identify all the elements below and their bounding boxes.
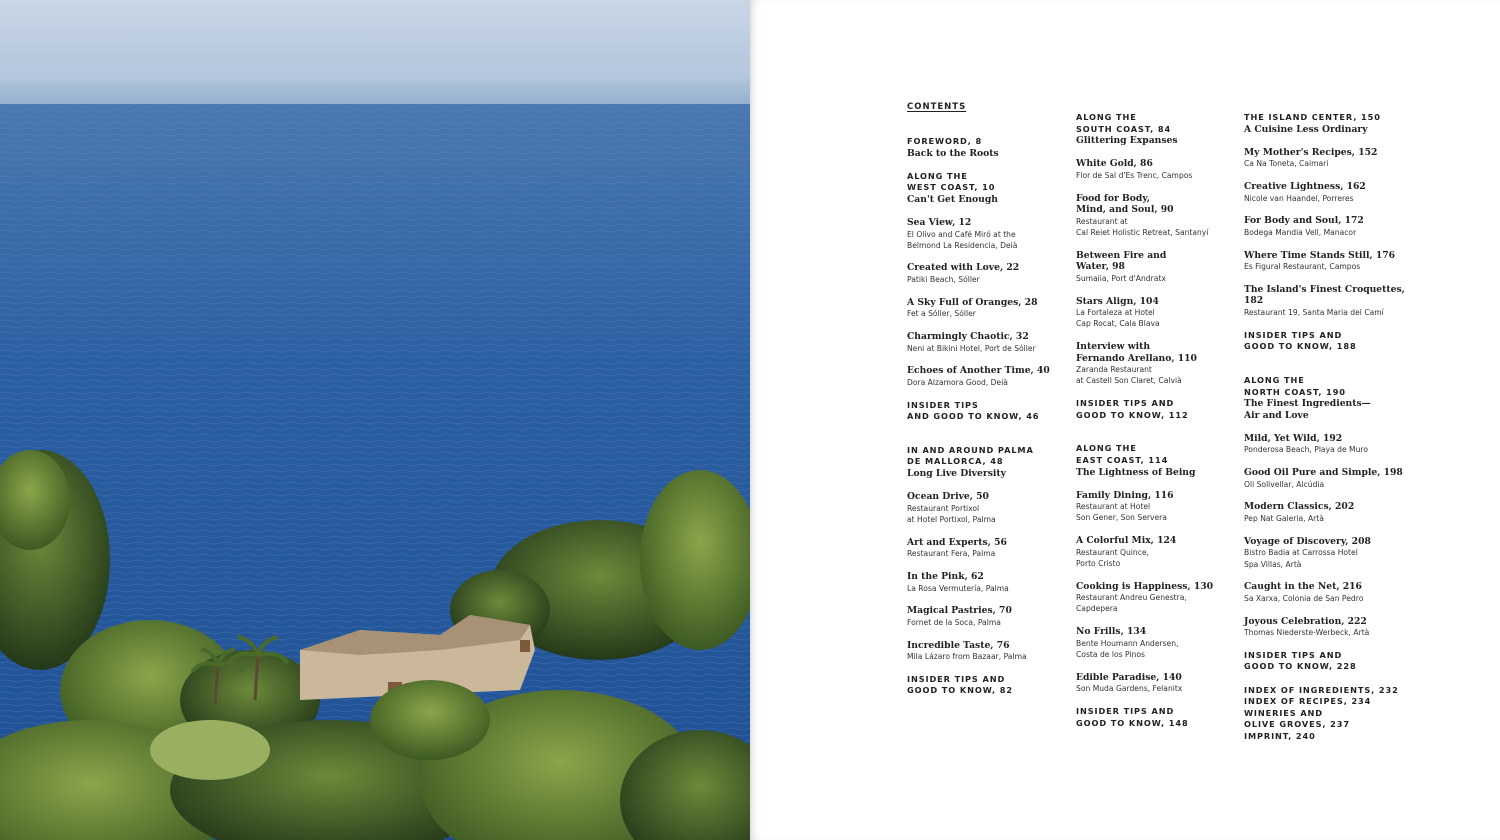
toc-entry (1076, 341, 1246, 387)
toc-entry-location: Restaurant Quince, (1076, 547, 1149, 557)
toc-section-label: THE ISLAND CENTER, 150 (1244, 112, 1381, 122)
toc-section-label: SOUTH COAST, 84 (1076, 123, 1172, 134)
toc-entry-title: Modern Classics, 202 (1244, 501, 1355, 513)
toc-section-subtitle: Air and Love (1244, 409, 1309, 421)
toc-entry-location: Belmond La Residencia, Deià (907, 240, 1018, 250)
toc-entry-location: Restaurant 19, Santa Maria del Camí (1244, 308, 1384, 318)
toc-entry (1076, 535, 1246, 569)
toc-entry-title: Voyage of Discovery, 208 (1244, 535, 1371, 547)
toc-section-label: GOOD TO KNOW, 112 (1076, 409, 1189, 420)
toc-entry-location: Son Muda Gardens, Felanitx (1076, 684, 1183, 694)
toc-entry-title: Edible Paradise, 140 (1076, 671, 1182, 683)
toc-column-3 (1244, 112, 1414, 754)
toc-entry-title: Ocean Drive, 50 (907, 491, 989, 503)
toc-entry-title: Joyous Celebration, 222 (1244, 615, 1367, 627)
toc-section-label: ALONG THE (907, 170, 968, 181)
toc-entry (1076, 672, 1246, 695)
toc-section-subtitle: Glittering Expanses (1076, 135, 1178, 147)
toc-entry-location: Capdepera (1076, 604, 1118, 614)
toc-entry-location: Nicole van Haandel, Porreres (1244, 193, 1354, 203)
toc-section-label: ALONG THE (1076, 112, 1137, 122)
toc-entry-title: Stars Align, 104 (1076, 295, 1159, 307)
toc-entry (1076, 158, 1246, 181)
toc-entry-location: El Olivo and Café Miró at the (907, 229, 1016, 239)
toc-section-label: WEST COAST, 10 (907, 182, 996, 193)
toc-section-label: AND GOOD TO KNOW, 46 (907, 411, 1040, 422)
toc-entry-location: La Rosa Vermutería, Palma (907, 583, 1009, 593)
toc-entry-title: Water, 98 (1076, 261, 1125, 273)
toc-entry-location: Restaurant Andreu Genestra, (1076, 593, 1187, 603)
toc-entry-location: Cap Rocat, Cala Blava (1076, 319, 1160, 329)
toc-tips (907, 674, 1077, 697)
toc-section-heading (1244, 375, 1414, 421)
toc-entry-location: Cal Reiet Holistic Retreat, Santanyí (1076, 227, 1209, 237)
toc-entry-location: Flor de Sal d'Es Trenc, Campos (1076, 170, 1193, 180)
toc-section-label: INDEX OF RECIPES, 234 (1244, 696, 1372, 707)
toc-section-heading (907, 171, 1077, 206)
toc-entry (1244, 536, 1414, 570)
toc-section-subtitle: Can't Get Enough (907, 193, 998, 205)
toc-section-heading (1244, 112, 1414, 135)
toc-section-label: ALONG THE (1076, 443, 1137, 454)
toc-entry-location: Spa Villas, Artà (1244, 559, 1302, 569)
toc-tips (1076, 398, 1246, 421)
toc-entry-location: Restaurant Portixol (907, 503, 980, 513)
toc-entry-title: Cooking is Happiness, 130 (1076, 580, 1214, 592)
toc-section-subtitle: Back to the Roots (907, 147, 999, 159)
toc-entry-location: Thomas Niederste-Werbeck, Artà (1244, 628, 1370, 638)
toc-entry-location: Es Figural Restaurant, Campos (1244, 262, 1361, 272)
toc-section-label: IN AND AROUND PALMA (907, 444, 1034, 455)
toc-tips (1244, 330, 1414, 353)
toc-entry-title: Interview with (1076, 341, 1151, 353)
toc-entry-location: Sa Xarxa, Colonia de San Pedro (1244, 593, 1364, 603)
toc-entry (907, 297, 1077, 320)
toc-entry-location: Sumaiia, Port d'Andratx (1076, 273, 1166, 283)
toc-entry-location: Oli Solivellar, Alcúdia (1244, 479, 1325, 489)
toc-entry-title: No Frills, 134 (1076, 626, 1147, 638)
toc-entry-location: Restaurant at Hotel (1076, 502, 1151, 512)
toc-section-label: WINERIES AND (1244, 707, 1323, 718)
toc-entry-location: Restaurant at (1076, 216, 1128, 226)
toc-entry (1076, 193, 1246, 239)
toc-section-label: ALONG THE (1244, 374, 1305, 385)
toc-tips (1244, 685, 1414, 743)
toc-section-heading (907, 136, 1077, 159)
toc-entry-location: Fornet de la Soca, Palma (907, 617, 1001, 627)
toc-entry (907, 491, 1077, 525)
contents-heading: CONTENTS (907, 102, 967, 112)
toc-section-label: GOOD TO KNOW, 228 (1244, 661, 1357, 672)
toc-entry (1244, 581, 1414, 604)
toc-entry-location: Ponderosa Beach, Playa de Muro (1244, 445, 1369, 455)
toc-entry-location: Mila Lázaro from Bazaar, Palma (907, 652, 1027, 662)
toc-entry (1244, 147, 1414, 170)
toc-section-label: NORTH COAST, 190 (1244, 386, 1346, 397)
toc-entry (1244, 215, 1414, 238)
toc-section-label: INSIDER TIPS AND (907, 673, 1006, 684)
toc-entry-title: Fernando Arellano, 110 (1076, 352, 1197, 364)
toc-entry-title: A Colorful Mix, 124 (1076, 535, 1177, 547)
toc-section-label: IMPRINT, 240 (1244, 730, 1316, 741)
toc-section-subtitle: A Cuisine Less Ordinary (1244, 123, 1368, 135)
toc-entry-title: Where Time Stands Still, 176 (1244, 249, 1396, 261)
toc-entry-location: Bistro Badia at Carrossa Hotel (1244, 548, 1358, 558)
toc-section-label: EAST COAST, 114 (1076, 454, 1169, 465)
toc-entry-title: Incredible Taste, 76 (907, 639, 1010, 651)
toc-entry-location: Fet a Sóller, Sóller (907, 309, 976, 319)
toc-entry-location: Patiki Beach, Sóller (907, 275, 980, 285)
contents-page (750, 0, 1500, 840)
toc-entry-title: Creative Lightness, 162 (1244, 180, 1366, 192)
toc-section-subtitle: The Lightness of Being (1076, 466, 1196, 478)
toc-entry-title: Between Fire and (1076, 249, 1167, 261)
toc-entry-location: Ca Na Toneta, Caimari (1244, 159, 1329, 169)
toc-entry-location: Porto Cristo (1076, 558, 1121, 568)
toc-entry-location: Bodega Mandia Vell, Manacor (1244, 227, 1357, 237)
toc-entry-title: Family Dining, 116 (1076, 489, 1174, 501)
toc-section-label: FOREWORD, 8 (907, 136, 983, 146)
toc-section-label: OLIVE GROVES, 237 (1244, 719, 1350, 730)
toc-entry (1076, 581, 1246, 615)
toc-entry-location: Dora Alzamora Good, Deià (907, 377, 1008, 387)
toc-entry-title: For Body and Soul, 172 (1244, 215, 1364, 227)
toc-entry-title: Mind, and Soul, 90 (1076, 204, 1174, 216)
toc-entry-location: Pep Nat Galeria, Artà (1244, 514, 1324, 524)
toc-entry (1244, 250, 1414, 273)
toc-entry-title: Charmingly Chaotic, 32 (907, 331, 1029, 343)
toc-entry (907, 217, 1077, 251)
toc-entry (1076, 490, 1246, 524)
toc-entry-location: Zaranda Restaurant (1076, 365, 1152, 375)
toc-entry-location: Costa de los Pinos (1076, 649, 1145, 659)
toc-entry-title: Mild, Yet Wild, 192 (1244, 432, 1343, 444)
toc-entry-title: Caught in the Net, 216 (1244, 581, 1362, 593)
toc-entry (1244, 616, 1414, 639)
toc-entry (907, 537, 1077, 560)
toc-entry-location: La Fortaleza at Hotel (1076, 308, 1155, 318)
toc-entry-location: at Hotel Portixol, Palma (907, 514, 996, 524)
toc-entry (1244, 284, 1414, 318)
toc-entry-title: Echoes of Another Time, 40 (907, 365, 1050, 377)
toc-entry (907, 365, 1077, 388)
toc-section-heading (1076, 112, 1246, 147)
toc-entry-title: A Sky Full of Oranges, 28 (907, 296, 1038, 308)
toc-section-label: INDEX OF INGREDIENTS, 232 (1244, 684, 1399, 695)
toc-section-heading (907, 445, 1077, 480)
toc-entry (907, 262, 1077, 285)
toc-entry-title: Food for Body, (1076, 192, 1150, 204)
toc-entry (1244, 181, 1414, 204)
toc-entry (907, 331, 1077, 354)
toc-entry-title: Good Oil Pure and Simple, 198 (1244, 467, 1403, 479)
toc-entry (1076, 250, 1246, 284)
toc-section-subtitle: Long Live Diversity (907, 468, 1006, 480)
toc-section-label: DE MALLORCA, 48 (907, 456, 1004, 467)
toc-tips (1076, 706, 1246, 729)
toc-entry (907, 571, 1077, 594)
toc-tips (907, 400, 1077, 423)
toc-column-2 (1076, 112, 1246, 741)
toc-section-label: INSIDER TIPS AND (1244, 329, 1343, 340)
toc-entry (907, 640, 1077, 663)
toc-section-heading (1076, 443, 1246, 478)
toc-column-1 (907, 136, 1077, 709)
toc-entry (1244, 433, 1414, 456)
toc-entry-location: at Castell Son Claret, Calvià (1076, 376, 1182, 386)
toc-section-subtitle: The Finest Ingredients— (1244, 398, 1371, 410)
toc-entry-title: The Island's Finest Croquettes, 182 (1244, 283, 1405, 307)
toc-entry-title: Art and Experts, 56 (907, 536, 1007, 548)
toc-entry-location: Restaurant Fera, Palma (907, 549, 996, 559)
toc-section-label: INSIDER TIPS AND (1076, 398, 1175, 409)
toc-entry (1076, 626, 1246, 660)
toc-entry (1244, 501, 1414, 524)
toc-section-label: INSIDER TIPS AND (1244, 649, 1343, 660)
toc-entry (1076, 296, 1246, 330)
toc-entry-title: Magical Pastries, 70 (907, 605, 1012, 617)
toc-entry-title: Sea View, 12 (907, 216, 972, 228)
toc-entry-title: White Gold, 86 (1076, 158, 1153, 170)
toc-section-label: GOOD TO KNOW, 82 (907, 685, 1013, 696)
toc-entry-location: Son Gener, Son Servera (1076, 513, 1167, 523)
toc-entry (907, 605, 1077, 628)
toc-entry-location: Neni at Bikini Hotel, Port de Sóller (907, 343, 1036, 353)
toc-section-label: GOOD TO KNOW, 188 (1244, 341, 1357, 352)
toc-section-label: INSIDER TIPS AND (1076, 705, 1175, 716)
toc-section-label: INSIDER TIPS (907, 399, 979, 410)
toc-section-label: GOOD TO KNOW, 148 (1076, 717, 1189, 728)
toc-entry-title: My Mother's Recipes, 152 (1244, 146, 1378, 158)
toc-entry-title: Created with Love, 22 (907, 262, 1020, 274)
toc-entry (1244, 467, 1414, 490)
toc-entry-location: Bente Houmann Andersen, (1076, 638, 1179, 648)
toc-tips (1244, 650, 1414, 673)
toc-entry-title: In the Pink, 62 (907, 570, 984, 582)
